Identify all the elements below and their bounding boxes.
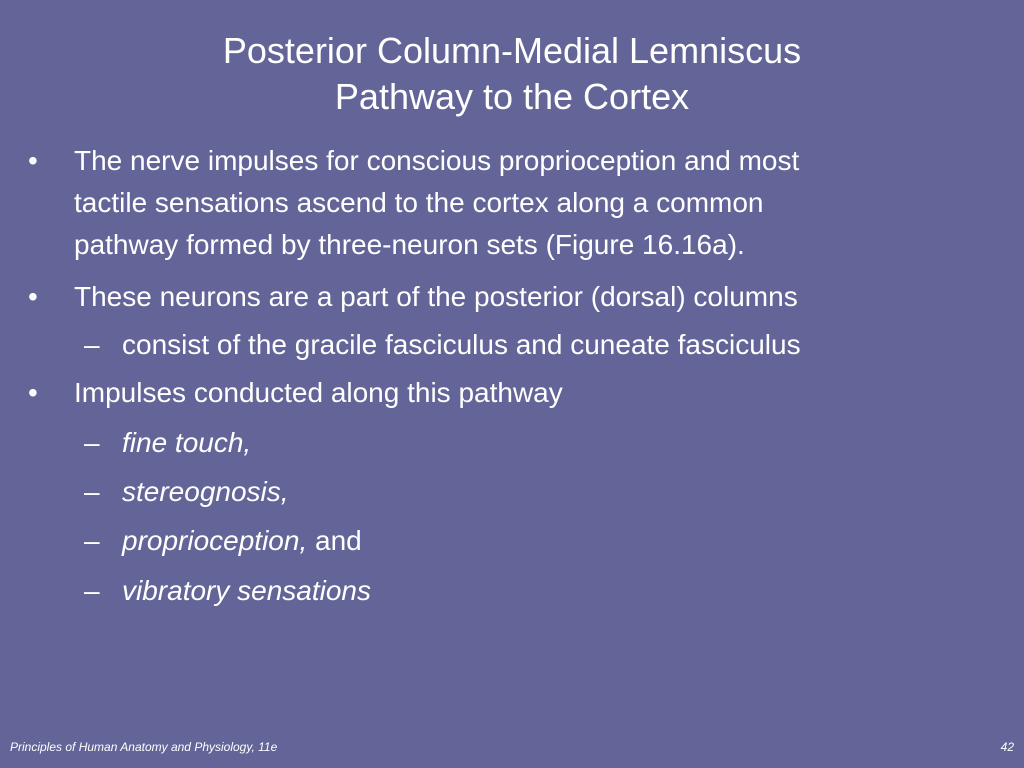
footer-page-number: 42: [1000, 740, 1014, 754]
bullet-mark: •: [28, 281, 38, 312]
bullet-line: tactile sensations ascend to the cortex along a common: [74, 187, 764, 218]
slide-title-line-1: Posterior Column-Medial Lemniscus: [222, 30, 802, 71]
slide-title-line-2: Pathway to the Cortex: [334, 76, 690, 117]
dash-mark: –: [84, 575, 100, 606]
sub-item-italic-text: proprioception,: [122, 525, 308, 556]
sub-item-text: vibratory sensations: [122, 575, 372, 606]
dash-mark: –: [84, 427, 100, 458]
footer-book-title: Principles of Human Anatomy and Physiology, 11e: [10, 740, 278, 754]
bullet-mark: •: [28, 145, 38, 176]
sub-item-text: consist of the gracile fasciculus and cuneate fasciculus: [122, 329, 801, 360]
bullet-line: Impulses conducted along this pathway: [74, 377, 563, 408]
dash-mark: –: [84, 329, 100, 360]
bullet-line: The nerve impulses for conscious proprioception and most: [74, 145, 800, 176]
bullet-text: [74, 276, 974, 318]
dash-mark: –: [84, 525, 100, 556]
bullet-text: [74, 140, 974, 266]
slide-title: [0, 28, 1024, 120]
bullet-line: pathway formed by three-neuron sets (Figure 16.16a).: [74, 229, 745, 260]
sub-item-text: stereognosis,: [122, 476, 289, 507]
sub-item-plain-text: and: [307, 525, 362, 556]
sub-item-text: fine touch,: [122, 427, 252, 458]
sub-item-text: [122, 520, 362, 562]
bullet-text: [74, 372, 974, 414]
dash-mark: –: [84, 476, 100, 507]
bullet-mark: •: [28, 377, 38, 408]
bullet-line: These neurons are a part of the posterior (dorsal) columns: [74, 281, 798, 312]
